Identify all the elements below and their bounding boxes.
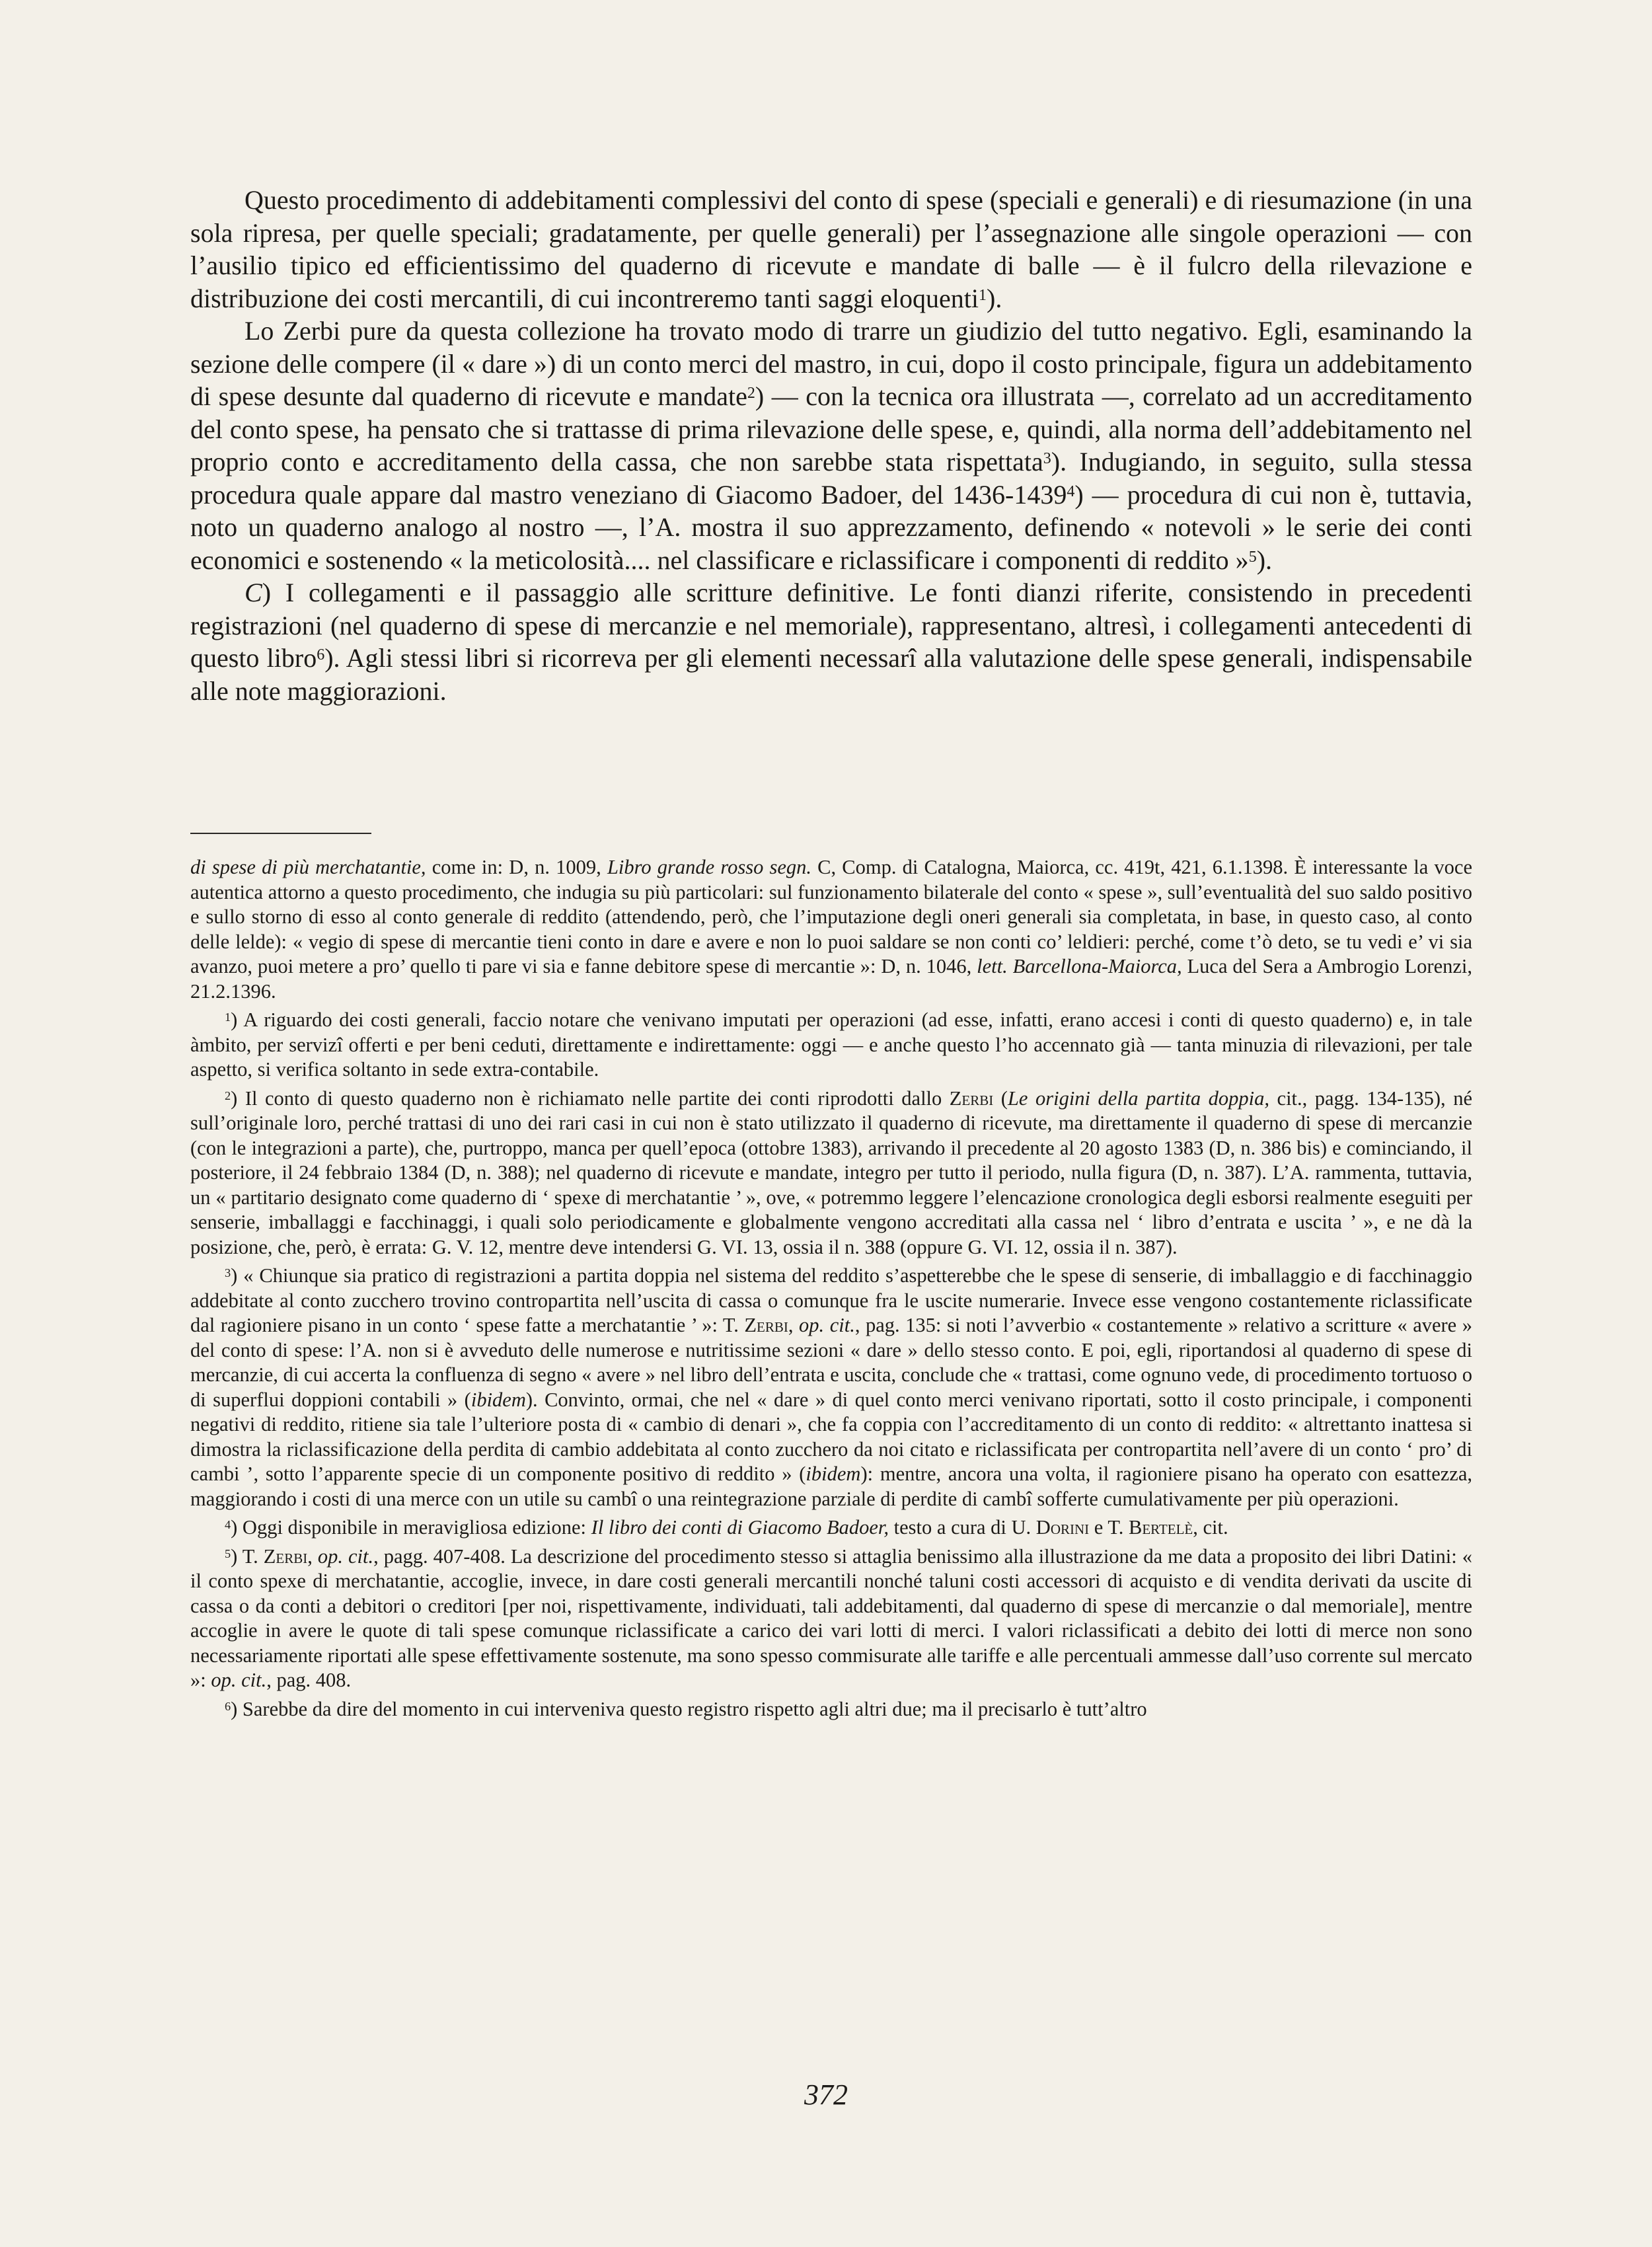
note-text: C, Comp. di Catalogna, Maiorca, cc. 419t, 421, 6.1.1398. È interessante la voce autentica attorno a questo procedimento, che indugia su più particolari: sul funzionamento bilaterale del conto « spese », sull’eventualità del suo saldo positivo e sullo storno di esso al conto generale di reddito (attendendo, però, che l’imputazione degli oneri generali sia completata, in base, in questo caso, al conto delle lelde): « vegio di spese di mercantie tieni conto in dare e avere e non lo puoi saldare se non conti co’ leldieri: perché, come t’ò deto, se tu vedi e’ vi sia avanzo, puoi metere a pro’ quello ti pare vi sia e fanne debitore spese di mercantie »: D, n. 1046, — [190, 856, 1472, 977]
paragraph-3-text-b: ). Agli stessi libri si ricorreva per gli elementi necessarî alla valutazione delle spese generali, indispensabile alle note maggiorazioni. — [190, 643, 1472, 706]
footnote-number: 6 — [225, 1699, 231, 1713]
footnote-ref-6: 6 — [317, 646, 325, 664]
footnote-5 — [190, 1544, 1472, 1693]
note-italic: op. cit. — [799, 1314, 855, 1336]
paragraph-2-text-c: ). Indugiando, in seguito, sulla stessa procedura quale appare dal mastro veneziano di Giacomo Badoer, del 1436-1439 — [190, 447, 1472, 510]
footnote-ref-5: 5 — [1248, 548, 1257, 566]
note-text: , cit. — [1193, 1516, 1228, 1539]
footnote-2 — [190, 1086, 1472, 1260]
note-text: , pag. 408. — [266, 1669, 352, 1691]
footnote-number: 2 — [225, 1088, 231, 1102]
note-italic: Libro grande rosso segn. — [607, 856, 812, 878]
footnote-3 — [190, 1264, 1472, 1511]
paragraph-1 — [190, 184, 1472, 315]
footnote-number: 4 — [225, 1517, 231, 1531]
note-text: ) Sarebbe da dire del momento in cui interveniva questo registro rispetto agli altri due; ma il precisarlo è tutt’altro — [231, 1697, 1147, 1720]
footnote-ref-4: 4 — [1067, 482, 1075, 500]
footnote-number: 5 — [225, 1546, 231, 1560]
footnote-continuation — [190, 855, 1472, 1004]
note-text: ). Convinto, ormai, che nel « dare » di quel conto merci venivano riportati, sotto il costo principale, i componenti negativi di reddito, ritiene sia tale l’ulteriore posta di « cambio di denari », che fa coppia con l’accreditamento di un conto di reddito: « altrettanto inattesa si dimostra la riclassificazione della perdita di cambio addebitata al conto zucchero da noi citato e riclassificata per contropartita nell’avere di un conto ‘ pro’ di cambi ’, sotto l’apparente specie di un componente positivo di reddito » ( — [190, 1388, 1472, 1485]
note-text: , — [788, 1314, 800, 1336]
note-italic: ibidem — [470, 1388, 526, 1411]
footnote-6 — [190, 1697, 1472, 1722]
page-number: 372 — [804, 2078, 848, 2111]
note-text: ) Il conto di questo quaderno non è richiamato nelle partite dei conti riprodotti dallo — [231, 1086, 950, 1110]
paragraph-3 — [190, 576, 1472, 707]
author-name: Zerbi — [263, 1544, 308, 1568]
note-italic: op. cit. — [317, 1544, 374, 1568]
footnote-number: 1 — [225, 1010, 231, 1024]
footnote-ref-3: 3 — [1043, 450, 1051, 468]
note-italic: Il libro dei conti di Giacomo Badoer, — [591, 1516, 889, 1539]
footnotes — [190, 855, 1472, 1722]
author-name: Dorini — [1035, 1516, 1090, 1539]
footnote-ref-2: 2 — [747, 385, 755, 402]
note-italic: ibidem — [806, 1463, 861, 1485]
paragraph-2-text-d: ) — procedura di cui non è, tuttavia, noto un quaderno analogo al nostro —, l’A. mostra il suo apprezzamento, definendo « notevoli » le serie dei conti economici e sostenendo « la meticolosità.... nel classificare e riclassificare i componenti di reddito » — [190, 479, 1472, 575]
paragraph-2 — [190, 315, 1472, 576]
note-italic: op. cit. — [211, 1669, 267, 1691]
footnote-1 — [190, 1008, 1472, 1083]
paragraph-1-text: Questo procedimento di addebitamenti complessivi del conto di spese (speciali e generali) e di riesumazione (in una sola ripresa, per quelle speciali; gradatamente, per quelle generali) per l’assegnazione alle singole operazioni — con l’ausilio tipico ed efficientissimo del quaderno di ricevute e mandate di balle — è il fulcro della rilevazione e distribuzione dei costi mercantili, di cui incontreremo tanti saggi eloquenti — [190, 185, 1472, 313]
note-italic: lett. Barcellona-Maiorca, — [977, 955, 1182, 977]
author-name: Bertelè — [1129, 1516, 1193, 1539]
main-text — [190, 184, 1472, 707]
paragraph-2-text: Lo Zerbi pure da questa collezione ha trovato modo di trarre un giudizio del tutto negativo. Egli, esaminando la sezione delle compere (il « dare ») di un conto merci del mastro, in cui, dopo il costo principale, figura un addebitamento di spese desunte dal quaderno di ricevute e mandate — [190, 316, 1472, 411]
paragraph-1-end: ). — [987, 283, 1002, 313]
note-text: ) A riguardo dei costi generali, faccio notare che venivano imputati per operazioni (ad esse, infatti, erano accesi i conti di questo quaderno) e, in tale àmbito, per servizî offerti e per beni ceduti, direttamente e indirettamente: oggi — e anche questo l’ho accennato già — tanta minuzia di rilevazioni, per tale aspetto, si verifica soltanto in sede extra-contabile. — [190, 1009, 1472, 1081]
note-text: cit., pagg. 134-135), né sull’originale loro, perché trattasi di uno dei rari casi in cui non è stato utilizzato il quaderno di ricevute, ma direttamente il quaderno di spese di mercanzie (con le integrazioni a parte), che, purtroppo, manca per quell’epoca (ottobre 1383), arrivando il precedente al 20 agosto 1383 (D, n. 386 bis) e cominciando, il posteriore, il 24 febbraio 1384 (D, n. 388); nel quaderno di ricevute e mandate, integro per tutto il periodo, nulla figura (D, n. 387). L’A. rammenta, tuttavia, un « partitario designato come quaderno di ‘ spexe di merchatantie ’ », ove, « potremmo leggere l’elencazione cronologica degli esborsi realmente eseguiti per senserie, imballaggi e facchinaggi, i quali solo periodicamente e globalmente vengono accreditati alla cassa nel ‘ libro d’entrata e uscita ’ », e ne dà la posizione, che, però, è errata: G. V. 12, mentre deve intendersi G. VI. 13, ossia il n. 388 (oppure G. VI. 12, ossia il n. 387). — [190, 1086, 1472, 1258]
note-text: testo a cura di U. — [889, 1516, 1036, 1539]
note-text: Luca del Sera a Ambrogio Lorenzi, 21.2.1396. — [190, 955, 1473, 1003]
footnote-4 — [190, 1515, 1472, 1541]
note-text: ) Oggi disponibile in meravigliosa edizione: — [231, 1516, 591, 1539]
note-text: ) T. — [231, 1544, 264, 1568]
paragraph-3-text: ) I collegamenti e il passaggio alle scritture definitive. Le fonti dianzi riferite, consistendo in precedenti registrazioni (nel quaderno di spese di mercanzie e nel memoriale), rappresentano, altresì, i collegamenti antecedenti di questo libro — [190, 578, 1472, 673]
note-text: ( — [993, 1086, 1008, 1110]
note-italic: Le origini della partita doppia, — [1007, 1086, 1269, 1110]
note-text: ): mentre, ancora una volta, il ragioniere pisano ha operato con esattezza, maggiorando i costi di una merce con un utile su cambî o una reintegrazione parziale di perdite di cambî sofferte cumulativamente per più operazioni. — [190, 1463, 1472, 1510]
note-text: , pagg. 407-408. La descrizione del procedimento stesso si attaglia benissimo alla illustrazione da me data a proposito dei libri Datini: « il conto spexe di merchatantie, accoglie, invece, in dare costi generali mercantili nonché taluni costi accessori di acquisto e di vendita derivati da uscite di cassa o da conti a debitori o creditori [per noi, rispettivamente, individuati, tali addebitamenti, dal quaderno di spese di mercanzie o dal memoriale], mentre accoglie in avere le quote di tali spese comunque riclassificate a carico dei vari lotti di merci. I valori riclassificati a debito dei lotti di merce non sono necessariamente riportati alle spese effettivamente sostenute, ma sono spesso commisurate alle tariffe e alle percentuali ammesse dall’uso corrente sul mercato »: — [190, 1544, 1472, 1691]
footnote-divider — [190, 833, 371, 834]
note-text: ) « Chiunque sia pratico di registrazioni a partita doppia nel sistema del reddito s’aspetterebbe che le spese di senserie, di imballaggio e di facchinaggio addebitate al conto zucchero trovino contropartita nell’uscita di cassa o comunque fra le uscite numerarie. Invece esse vengono costantemente riclassificate dal ragioniere pisano in un conto ‘ spese fatte a merchatantie ’ »: T. — [190, 1264, 1472, 1336]
note-text: , pag. 135: si noti l’avverbio « costantemente » relativo a scritture « avere » del conto di spese: l’A. non si è avveduto delle numerose e nutritissime sezioni « dare » dello stesso conto. E poi, egli, riportandosi al quaderno di spese di mercanzie, di cui accerta la confluenza di segno « avere » nel libro dell’entrata e uscita, conclude che « trattasi, come ognuno vede, di procedimento tortuoso o di superflui doppioni contabili » ( — [190, 1314, 1472, 1411]
section-label: C — [244, 578, 262, 607]
note-text: , — [307, 1544, 318, 1568]
author-name: Zerbi — [949, 1086, 994, 1110]
author-name: Zerbi — [744, 1314, 788, 1336]
paragraph-2-text-b: ) — con la tecnica ora illustrata —, correlato ad un accreditamento del conto spese, ha pensato che si trattasse di prima rilevazione delle spese, e, quindi, alla norma dell’addebitamento nel proprio conto e accreditamento della cassa, che non sarebbe stata rispettata — [190, 381, 1472, 476]
note-text: come in: D, n. 1009, — [426, 856, 607, 878]
note-italic: di spese di più merchatantie, — [190, 856, 426, 878]
paragraph-2-end: ). — [1256, 545, 1273, 575]
footnote-ref-1: 1 — [979, 286, 987, 304]
note-text: e T. — [1089, 1516, 1129, 1539]
footnote-number: 3 — [225, 1266, 231, 1279]
